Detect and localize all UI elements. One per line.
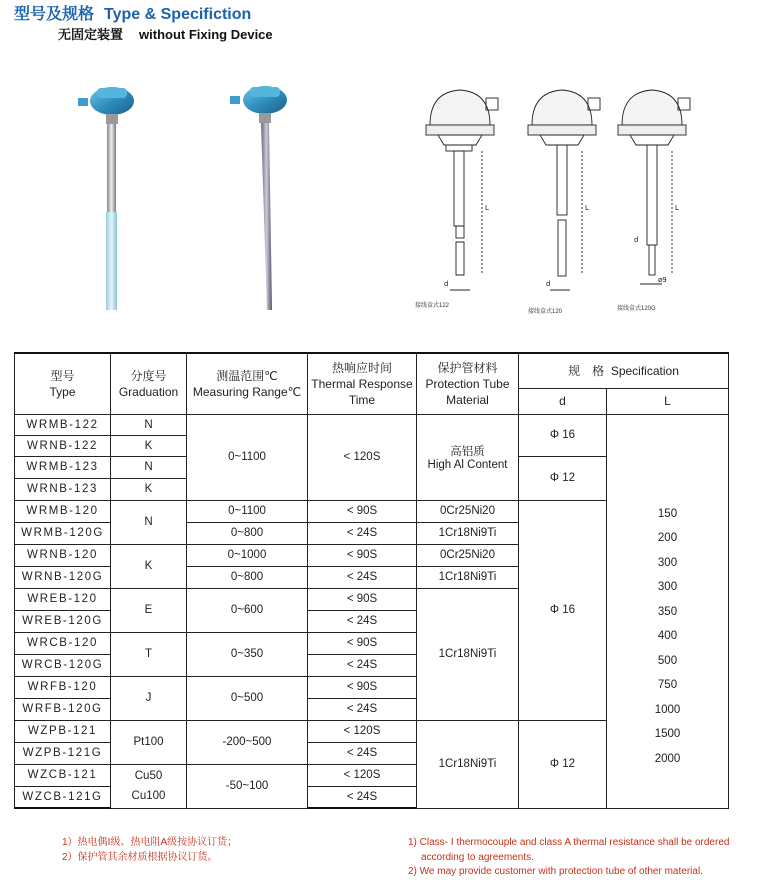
- type-cell: WREB-120G: [15, 610, 111, 632]
- range-cell: -50~100: [187, 764, 308, 808]
- material-cell: 1Cr18Ni9Ti: [417, 566, 519, 588]
- technical-drawings: [410, 70, 710, 320]
- type-cell: WRCB-120G: [15, 654, 111, 676]
- notes-en: [408, 836, 729, 880]
- material-cell: 1Cr18Ni9Ti: [417, 522, 519, 544]
- header-type: 型号 Type: [15, 353, 111, 414]
- material-cell: 1Cr18Ni9Ti: [417, 720, 519, 808]
- range-cell: 0~1100: [187, 500, 308, 522]
- graduation-cell: E: [111, 588, 187, 632]
- header-d: d: [519, 388, 607, 414]
- response-cell: < 24S: [308, 566, 417, 588]
- graduation-cell: J: [111, 676, 187, 720]
- response-cell: < 24S: [308, 610, 417, 632]
- type-cell: WRFB-120G: [15, 698, 111, 720]
- d-cell: Φ 16: [519, 414, 607, 456]
- d-cell: Φ 16: [519, 500, 607, 720]
- response-cell: < 90S: [308, 632, 417, 654]
- header-material: 保护管材料 Protection Tube Material: [417, 353, 519, 414]
- response-cell: < 90S: [308, 544, 417, 566]
- graduation-cell: N: [111, 500, 187, 544]
- response-cell: < 24S: [308, 654, 417, 676]
- drawing-caption-122: 接线盒式122: [415, 303, 450, 309]
- response-cell: < 120S: [308, 764, 417, 786]
- graduation-cell: Cu50 Cu100: [111, 764, 187, 808]
- type-cell: WZPB-121: [15, 720, 111, 742]
- type-cell: WZCB-121G: [15, 786, 111, 808]
- response-cell: < 90S: [308, 500, 417, 522]
- response-cell: < 24S: [308, 742, 417, 764]
- material-cell: 0Cr25Ni20: [417, 544, 519, 566]
- dim-phi9: ø9: [658, 276, 667, 284]
- header-L: L: [607, 388, 729, 414]
- graduation-cell: Pt100: [111, 720, 187, 764]
- material-cell: 1Cr18Ni9Ti: [417, 588, 519, 720]
- title-en: Type & Specifiction: [104, 6, 252, 23]
- type-cell: WRCB-120: [15, 632, 111, 654]
- note-cn-1: 1）热电偶Ⅰ级、热电阻A级按协议订货；: [62, 837, 238, 848]
- type-cell: WZCB-121: [15, 764, 111, 786]
- range-cell: 0~1100: [187, 414, 308, 500]
- graduation-cell: T: [111, 632, 187, 676]
- type-cell: WRMB-122: [15, 414, 111, 435]
- header-spec: 规 格 Specification: [519, 353, 729, 388]
- material-cell: 0Cr25Ni20: [417, 500, 519, 522]
- response-cell: < 24S: [308, 786, 417, 808]
- note-cn-2: 2）保护管其余材质根据协议订货。: [62, 851, 218, 863]
- type-cell: WRMB-123: [15, 456, 111, 478]
- response-cell: < 24S: [308, 522, 417, 544]
- product-photos: [60, 70, 340, 320]
- range-cell: 0~1000: [187, 544, 308, 566]
- graduation-cell: N: [111, 456, 187, 478]
- subtitle-en: without Fixing Device: [139, 27, 273, 42]
- dim-d-1: d: [444, 280, 449, 288]
- type-cell: WREB-120: [15, 588, 111, 610]
- graduation-cell: N: [111, 414, 187, 435]
- response-cell: < 24S: [308, 698, 417, 720]
- dim-L-2: L: [585, 204, 589, 212]
- subtitle-cn: 无固定装置: [58, 27, 124, 42]
- graduation-cell: K: [111, 544, 187, 588]
- header-range: 测温范围℃ Measuring Range℃: [187, 353, 308, 414]
- drawing-120: [528, 90, 600, 290]
- type-cell: WRMB-120G: [15, 522, 111, 544]
- material-cell: 高铝质 High Al Content: [417, 414, 519, 500]
- type-cell: WRMB-120: [15, 500, 111, 522]
- dim-d-3: d: [634, 236, 639, 244]
- d-cell: Φ 12: [519, 720, 607, 808]
- type-cell: WRFB-120: [15, 676, 111, 698]
- range-cell: 0~350: [187, 632, 308, 676]
- range-cell: 0~800: [187, 522, 308, 544]
- specification-table: [14, 352, 729, 809]
- type-cell: WZPB-121G: [15, 742, 111, 764]
- title-cn: 型号及规格: [14, 6, 95, 23]
- dim-d-2: d: [546, 280, 551, 288]
- drawing-caption-120g: 接线盒式120G: [617, 306, 656, 312]
- type-cell: WRNB-120G: [15, 566, 111, 588]
- graduation-cell: K: [111, 478, 187, 500]
- graduation-cell: K: [111, 435, 187, 456]
- page-subtitle: [58, 24, 273, 43]
- d-cell: Φ 12: [519, 456, 607, 500]
- header-graduation: 分度号 Graduation: [111, 353, 187, 414]
- drawing-svg: [410, 70, 710, 320]
- drawing-122: [426, 90, 498, 290]
- drawing-120g: [618, 90, 690, 284]
- thermocouple-photo-steel: [230, 86, 287, 310]
- note-en-1b: according to agreements.: [421, 851, 534, 863]
- type-cell: WRNB-120: [15, 544, 111, 566]
- response-cell: < 90S: [308, 588, 417, 610]
- note-en-2: 2) We may provide customer with protection tube of other material.: [408, 866, 703, 877]
- range-cell: -200~500: [187, 720, 308, 764]
- note-en-1a: 1) Class- Ⅰ thermocouple and class A thermal resistance shall be ordered: [408, 837, 730, 848]
- range-cell: 0~600: [187, 588, 308, 632]
- response-cell: < 90S: [308, 676, 417, 698]
- range-cell: 0~500: [187, 676, 308, 720]
- response-cell: < 120S: [308, 414, 417, 500]
- type-cell: WRNB-123: [15, 478, 111, 500]
- notes-cn: [62, 836, 237, 865]
- response-cell: < 120S: [308, 720, 417, 742]
- page-title: [14, 1, 251, 24]
- drawing-caption-120: 接线盒式120: [528, 309, 563, 315]
- dim-L-1: L: [485, 204, 489, 212]
- range-cell: 0~800: [187, 566, 308, 588]
- header-response: 热响应时间 Thermal Response Time: [308, 353, 417, 414]
- type-cell: WRNB-122: [15, 435, 111, 456]
- dim-L-3: L: [675, 204, 679, 212]
- thermocouple-photo-ceramic: [78, 87, 134, 310]
- length-cell: 150 200 300 300 350 400 500 750 1000 1500 2000: [607, 414, 729, 808]
